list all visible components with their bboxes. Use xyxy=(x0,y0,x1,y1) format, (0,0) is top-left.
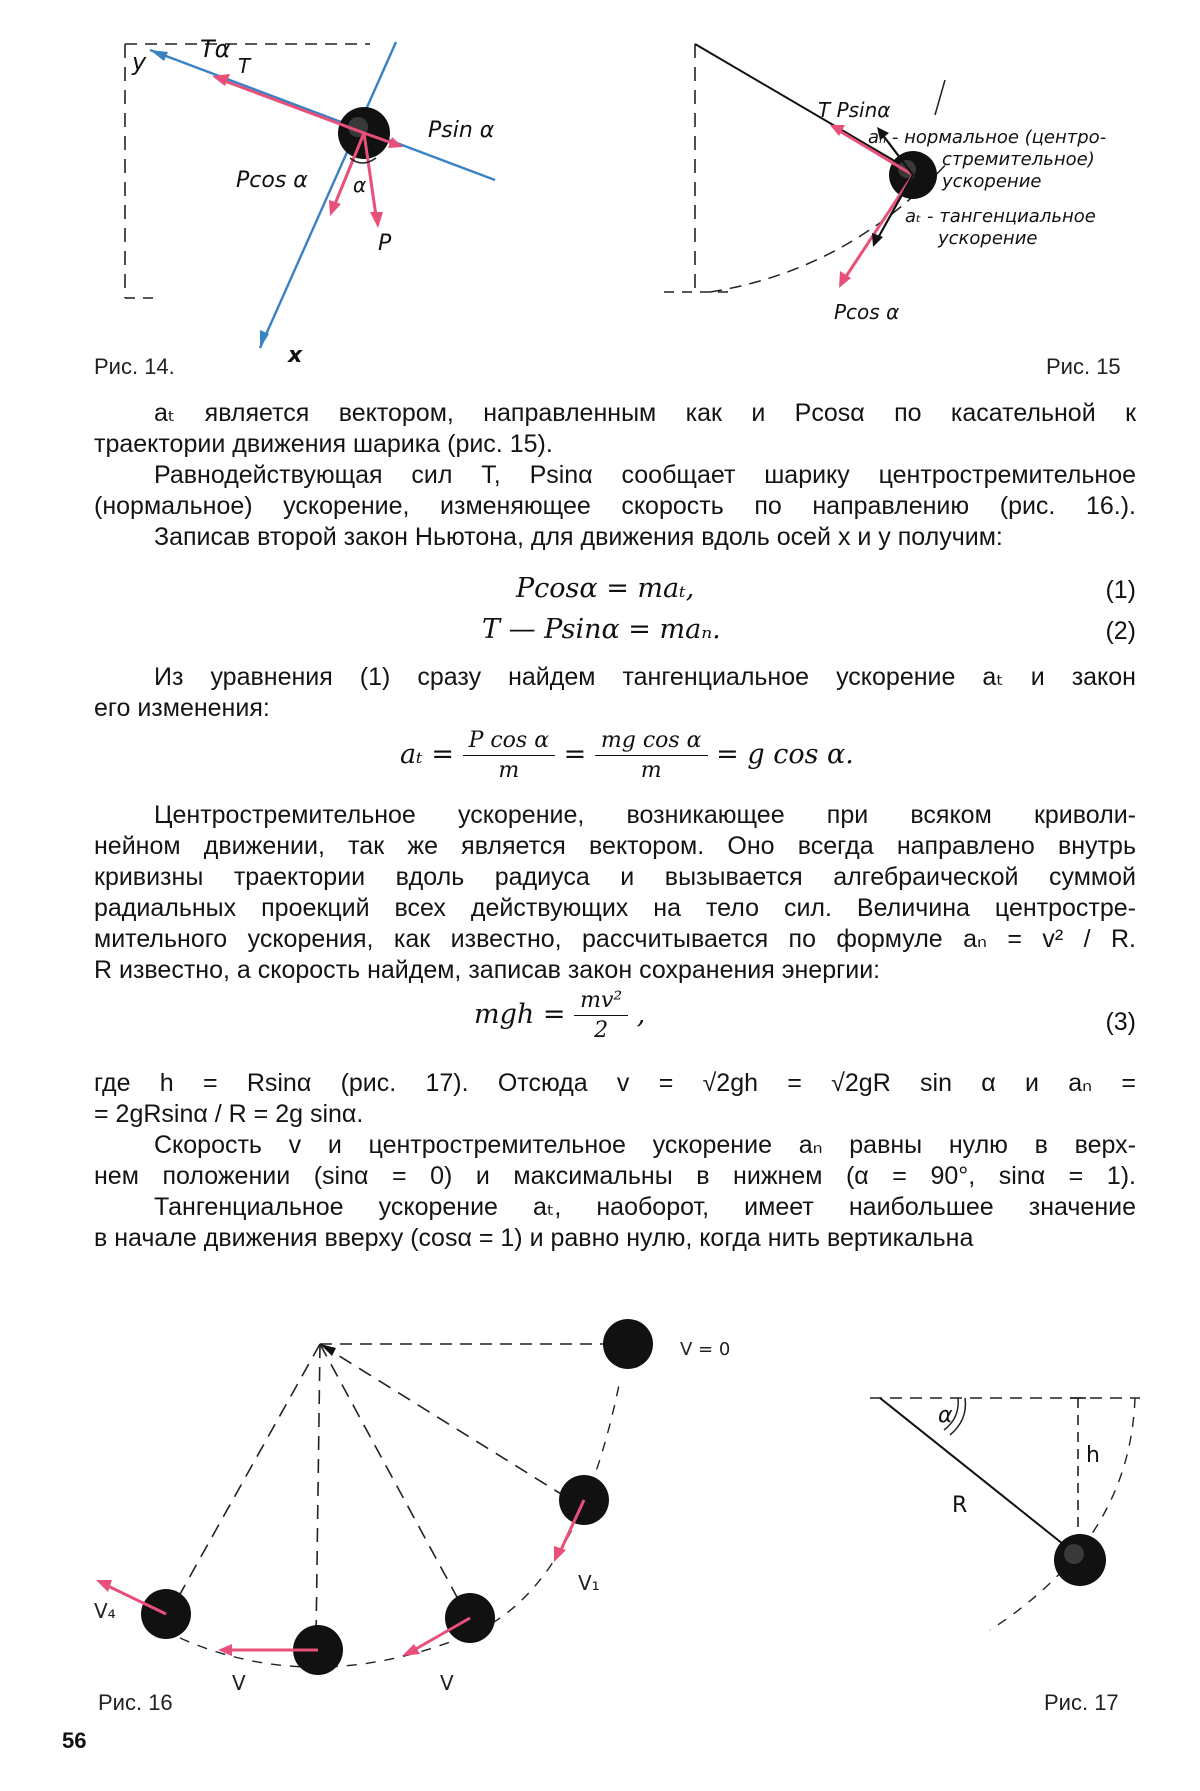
equation-1-number: (1) xyxy=(1105,576,1136,604)
label-v4: V₄ xyxy=(94,1599,116,1623)
label-t-psin: T Psinα xyxy=(818,98,891,122)
label-t: T xyxy=(238,54,251,78)
trajectory-arc xyxy=(990,1398,1135,1630)
paragraph-5: где h = Rsinα (рис. 17). Отсюда v = √2gh = √2gR sin α и aₙ = = 2gRsinα / R = 2g sinα. xyxy=(94,1069,1136,1128)
label-y: y xyxy=(132,48,147,76)
label-v-right: V xyxy=(440,1671,454,1695)
pcos-arrow xyxy=(845,175,913,278)
equation-1: Pcosα = maₜ, xyxy=(516,573,695,604)
equation-at: aₜ = $\frac{\text{P cos α}}{m}$ = $\frac{\text{mg cos α}}{m}$ = g cos α. xyxy=(400,728,854,783)
ball-top xyxy=(603,1319,653,1369)
label-pcos: Pcos α xyxy=(834,300,900,324)
equation-3: mgh = $\frac{\text{mv²}}{2}$ , xyxy=(474,988,646,1043)
equation-3-number: (3) xyxy=(1105,1008,1136,1036)
label-p: P xyxy=(378,231,392,256)
paragraph-2: Равнодействующая сил T, Psinα сообщает шарику центростремительное (нормальное) ускорение, изменяющее скорость по направлению (рис. 16.). Записав второй закон Ньютона, для движения вдоль осей x и y получим: xyxy=(94,461,1136,551)
paragraph-1: aₜ является вектором, направленным как и Pcosα по касательной к траектории движения шарика (рис. 15). xyxy=(94,399,1137,458)
label-r: R xyxy=(952,1493,968,1518)
label-v-bottom: V xyxy=(232,1671,246,1695)
label-an-2: стремительное) xyxy=(942,149,1095,170)
equation-2-number: (2) xyxy=(1105,617,1136,645)
label-an-3: ускорение xyxy=(942,171,1042,192)
equation-2: T — Psinα = maₙ. xyxy=(482,614,721,645)
label-an-1: aₙ - нормальное (центро- xyxy=(868,127,1107,148)
label-at-2: ускорение xyxy=(938,228,1038,249)
y-axis-arrowhead xyxy=(150,50,168,61)
paragraph-4: Центростремительное ускорение, возникающее при всяком криволи- нейном движении, так же является вектором. Оно всегда направлено внутрь кривизны траектории вдоль радиуса и вызывается алгебраической суммой радиальных проекций всех действующих на тело сил. Величина центростре- мительного ускорения, как известно, рассчитывается по формуле aₙ = v² / R. R известно, а скорость найдем, записав закон сохранения энергии: xyxy=(94,801,1136,984)
fraction-1: $\frac{\text{P cos α}}{m}$ xyxy=(463,728,556,783)
paragraph-3: Из уравнения (1) сразу найдем тангенциальное ускорение aₜ и закон его изменения: xyxy=(94,663,1136,722)
fig17-caption: Рис. 17 xyxy=(1044,1690,1119,1715)
label-at-1: aₜ - тангенциальное xyxy=(905,206,1096,227)
figure-15 xyxy=(650,30,1150,340)
figure-16 xyxy=(80,1300,760,1700)
fraction-energy: $\frac{\text{mv²}}{2}$ xyxy=(574,988,628,1043)
fraction-2: $\frac{\text{mg cos α}}{m}$ xyxy=(595,728,708,783)
fig14-caption: Рис. 14. xyxy=(94,354,175,379)
label-v0: V = 0 xyxy=(680,1339,731,1360)
fig16-caption: Рис. 16 xyxy=(98,1690,173,1715)
label-psin: Psin α xyxy=(428,118,495,143)
paragraph-6: Скорость v и центростремительное ускорение aₙ равны нулю в верх- нем положении (sinα = 0) и максимальны в нижнем (α = 90°, sinα = 1). Тангенциальное ускорение aₜ, наоборот, имеет наибольшее значение в начале движения вверху (cosα = 1) и равно нулю, когда нить вертикальна xyxy=(94,1131,1136,1252)
y-axis-line xyxy=(150,50,495,180)
x-axis-line xyxy=(260,42,396,348)
label-t-alpha: Tα xyxy=(200,35,231,63)
figure-17 xyxy=(850,1380,1150,1640)
label-alpha: α xyxy=(938,1403,953,1428)
figure-14 xyxy=(100,30,520,370)
fig15-caption: Рис. 15 xyxy=(1046,354,1121,379)
page-number: 56 xyxy=(62,1728,87,1753)
label-x: x xyxy=(288,343,303,368)
label-h: h xyxy=(1086,1443,1100,1468)
label-v1: V₁ xyxy=(578,1571,600,1595)
tension-arrow xyxy=(222,80,364,133)
label-pcos: Pcos α xyxy=(236,168,308,193)
label-alpha: α xyxy=(353,173,367,197)
radius-string xyxy=(880,1398,1078,1556)
